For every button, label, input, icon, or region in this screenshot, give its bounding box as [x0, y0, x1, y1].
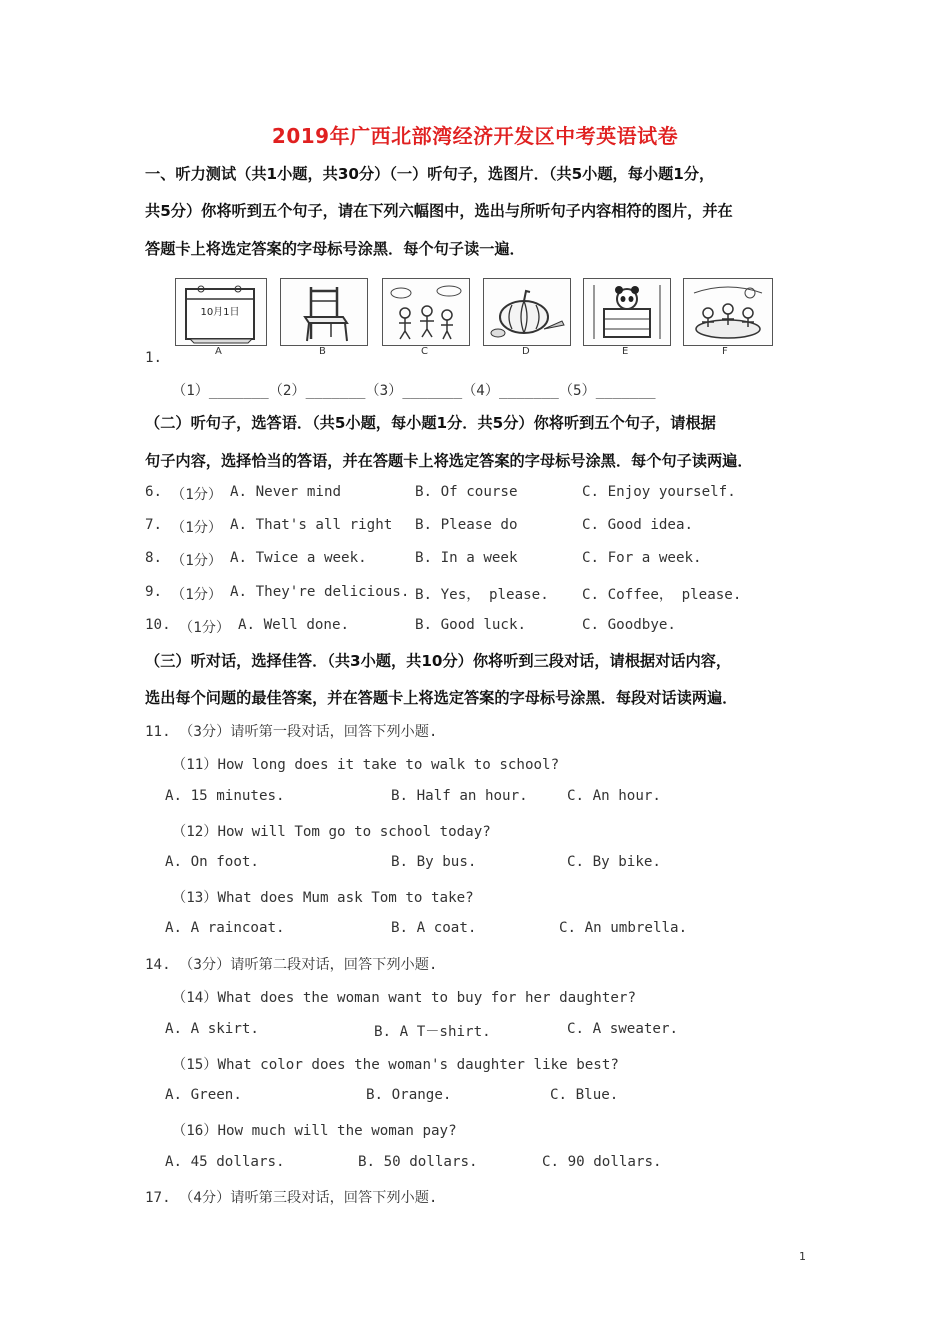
option-b: B. Orange. — [366, 1087, 452, 1103]
option-a: A. Never mind — [230, 484, 342, 500]
option-a: A. A skirt. — [165, 1021, 259, 1037]
picture-e-panda — [583, 278, 671, 346]
part3-instruction-line1: （三）听对话，选择佳答．（共3小题，共10分）你将听到三段对话，请根据对话内容， — [145, 652, 732, 670]
option-a: A. Twice a week. — [230, 550, 367, 566]
option-c: C. For a week. — [582, 550, 702, 566]
question-17-heading: 17. （4分）请听第三段对话，回答下列小题. — [145, 1190, 438, 1206]
option-c: C. 90 dollars. — [542, 1154, 662, 1170]
picture-label-e: E — [622, 346, 629, 357]
option-a: A. 15 minutes. — [165, 788, 285, 804]
question-1-number: 1. — [145, 350, 163, 366]
exam-title: 2019年广西北部湾经济开发区中考英语试卷 — [271, 124, 679, 148]
part1-instruction-line1: 一、听力测试（共1小题，共30分）（一）听句子，选图片．（共5小题，每小题1分， — [145, 165, 715, 183]
option-a: A. They're delicious. — [230, 584, 410, 600]
picture-a-calendar — [175, 278, 267, 346]
option-c: C. Enjoy yourself. — [582, 484, 736, 500]
question-15-text: （15）What color does the woman's daughter like best? — [172, 1057, 619, 1073]
picture-label-d: D — [522, 346, 530, 357]
option-a: A. That's all right — [230, 517, 393, 533]
option-c: C. Coffee， please. — [582, 587, 742, 603]
option-c: C. Goodbye. — [582, 617, 676, 633]
picture-f-picnic — [683, 278, 773, 346]
option-c: C. Good idea. — [582, 517, 694, 533]
question-11-heading: 11. （3分）请听第一段对话，回答下列小题. — [145, 724, 438, 740]
option-a: A. Well done. — [238, 617, 350, 633]
option-a: A. On foot. — [165, 854, 259, 870]
option-b: B. A coat. — [391, 920, 477, 936]
option-c: C. A sweater. — [567, 1021, 679, 1037]
part1-instruction-line3: 答题卡上将选定答案的字母标号涂黑．每个句子读一遍． — [145, 240, 525, 258]
question-12-text: （12）How will Tom go to school today? — [172, 824, 491, 840]
picture-label-f: F — [722, 346, 728, 357]
option-b: B. Half an hour. — [391, 788, 528, 804]
question-1-blanks: （1）_______（2）_______（3）_______（4）_______（5）_______ — [172, 383, 656, 399]
part3-instruction-line2: 选出每个问题的最佳答案，并在答题卡上将选定答案的字母标号涂黑．每段对话读两遍． — [145, 689, 738, 707]
picture-label-c: C — [421, 346, 428, 357]
option-b: B. Of course — [415, 484, 518, 500]
option-c: C. An umbrella. — [559, 920, 688, 936]
option-b: B. 50 dollars. — [358, 1154, 478, 1170]
option-b: B. By bus. — [391, 854, 477, 870]
option-a: A. A raincoat. — [165, 920, 285, 936]
question-14-heading: 14. （3分）请听第二段对话，回答下列小题. — [145, 957, 438, 973]
option-c: C. By bike. — [567, 854, 661, 870]
option-c: C. Blue. — [550, 1087, 619, 1103]
part2-instruction-line1: （二）听句子，选答语．（共5小题，每小题1分．共5分）你将听到五个句子，请根据 — [145, 414, 716, 432]
option-b: B. In a week — [415, 550, 518, 566]
option-a: A. Green. — [165, 1087, 242, 1103]
picture-c-kids-playing — [382, 278, 470, 346]
option-b: B. Please do — [415, 517, 518, 533]
option-b: B. A T－shirt. — [374, 1024, 491, 1040]
option-b: B. Yes， please. — [415, 587, 549, 603]
calendar-date-text: 10月1日 — [200, 307, 240, 318]
page-number: 1 — [799, 1250, 806, 1263]
option-c: C. An hour. — [567, 788, 661, 804]
question-13-text: （13）What does Mum ask Tom to take? — [172, 890, 474, 906]
part2-instruction-line2: 句子内容，选择恰当的答语，并在答题卡上将选定答案的字母标号涂黑．每个句子读两遍． — [145, 452, 753, 470]
option-a: A. 45 dollars. — [165, 1154, 285, 1170]
exam-page: 2019年广西北部湾经济开发区中考英语试卷 一、听力测试（共1小题，共30分）（一）听句子，选图片．（共5小题，每小题1分， 共5分）你将听到五个句子，请在下列六幅图中，选出与所听句子内容相符的图片，并在 答题卡上将选定答案的字母标号涂黑．每个句子读一遍． 10月1日 A B C D E F 1. （1）_______（2）_______（3）_______（4）_______（5）_______ （二）听句子，选答语．（共5小题，每小题1分．共5分）你将听到五个句子，请根据 句子内容，选择恰当的答语，并在答题卡上将选定答案的字母标号涂黑．每个句子读两遍． 6. （1分） A. Never mind B. Of course C. Enjoy yourself. 7. （1分） A. That's all right B. Please do C. Good idea. 8. （1分） A. Twice a week. B. In a week C. For a week. 9. （1分） A. They're delicious. B. Yes， please. C. Coffee， please. 10. （1分） A. Well done. B. Good luck. C. Goodbye. （三）听对话，选择佳答．（共3小题，共10分）你将听到三段对话，请根据对话内容， 选出每个问题的最佳答案，并在答题卡上将选定答案的字母标号涂黑．每段对话读两遍． 11. （3分）请听第一段对话，回答下列小题. （11）How long does it take to walk to school? A. 15 minutes. B. Half an hour. C. An hour. （12）How will Tom go to school today? A. On foot. B. By bus. C. By bike. （13）What does Mum ask Tom to take? A. A raincoat. B. A coat. C. An umbrella. 14. （3分）请听第二段对话，回答下列小题. （14）What does the woman want to buy for her daughter? A. A skirt. B. A T－shirt. C. A sweater. （15）What color does the woman's daughter like best? A. Green. B. Orange. C. Blue. （16）How much will the woman pay? A. 45 dollars. B. 50 dollars. C. 90 dollars. 17. （4分）请听第三段对话，回答下列小题. 1 — [0, 0, 950, 1344]
picture-b-chair — [280, 278, 368, 346]
part1-instruction-line2: 共5分）你将听到五个句子，请在下列六幅图中，选出与所听句子内容相符的图片，并在 — [145, 202, 733, 220]
picture-d-pumpkin — [483, 278, 571, 346]
question-16-text: （16）How much will the woman pay? — [172, 1123, 457, 1139]
picture-label-b: B — [319, 346, 326, 357]
question-11-text: （11）How long does it take to walk to school? — [172, 757, 560, 773]
picture-label-a: A — [215, 346, 222, 357]
option-b: B. Good luck. — [415, 617, 527, 633]
question-14-text: （14）What does the woman want to buy for her daughter? — [172, 990, 636, 1006]
